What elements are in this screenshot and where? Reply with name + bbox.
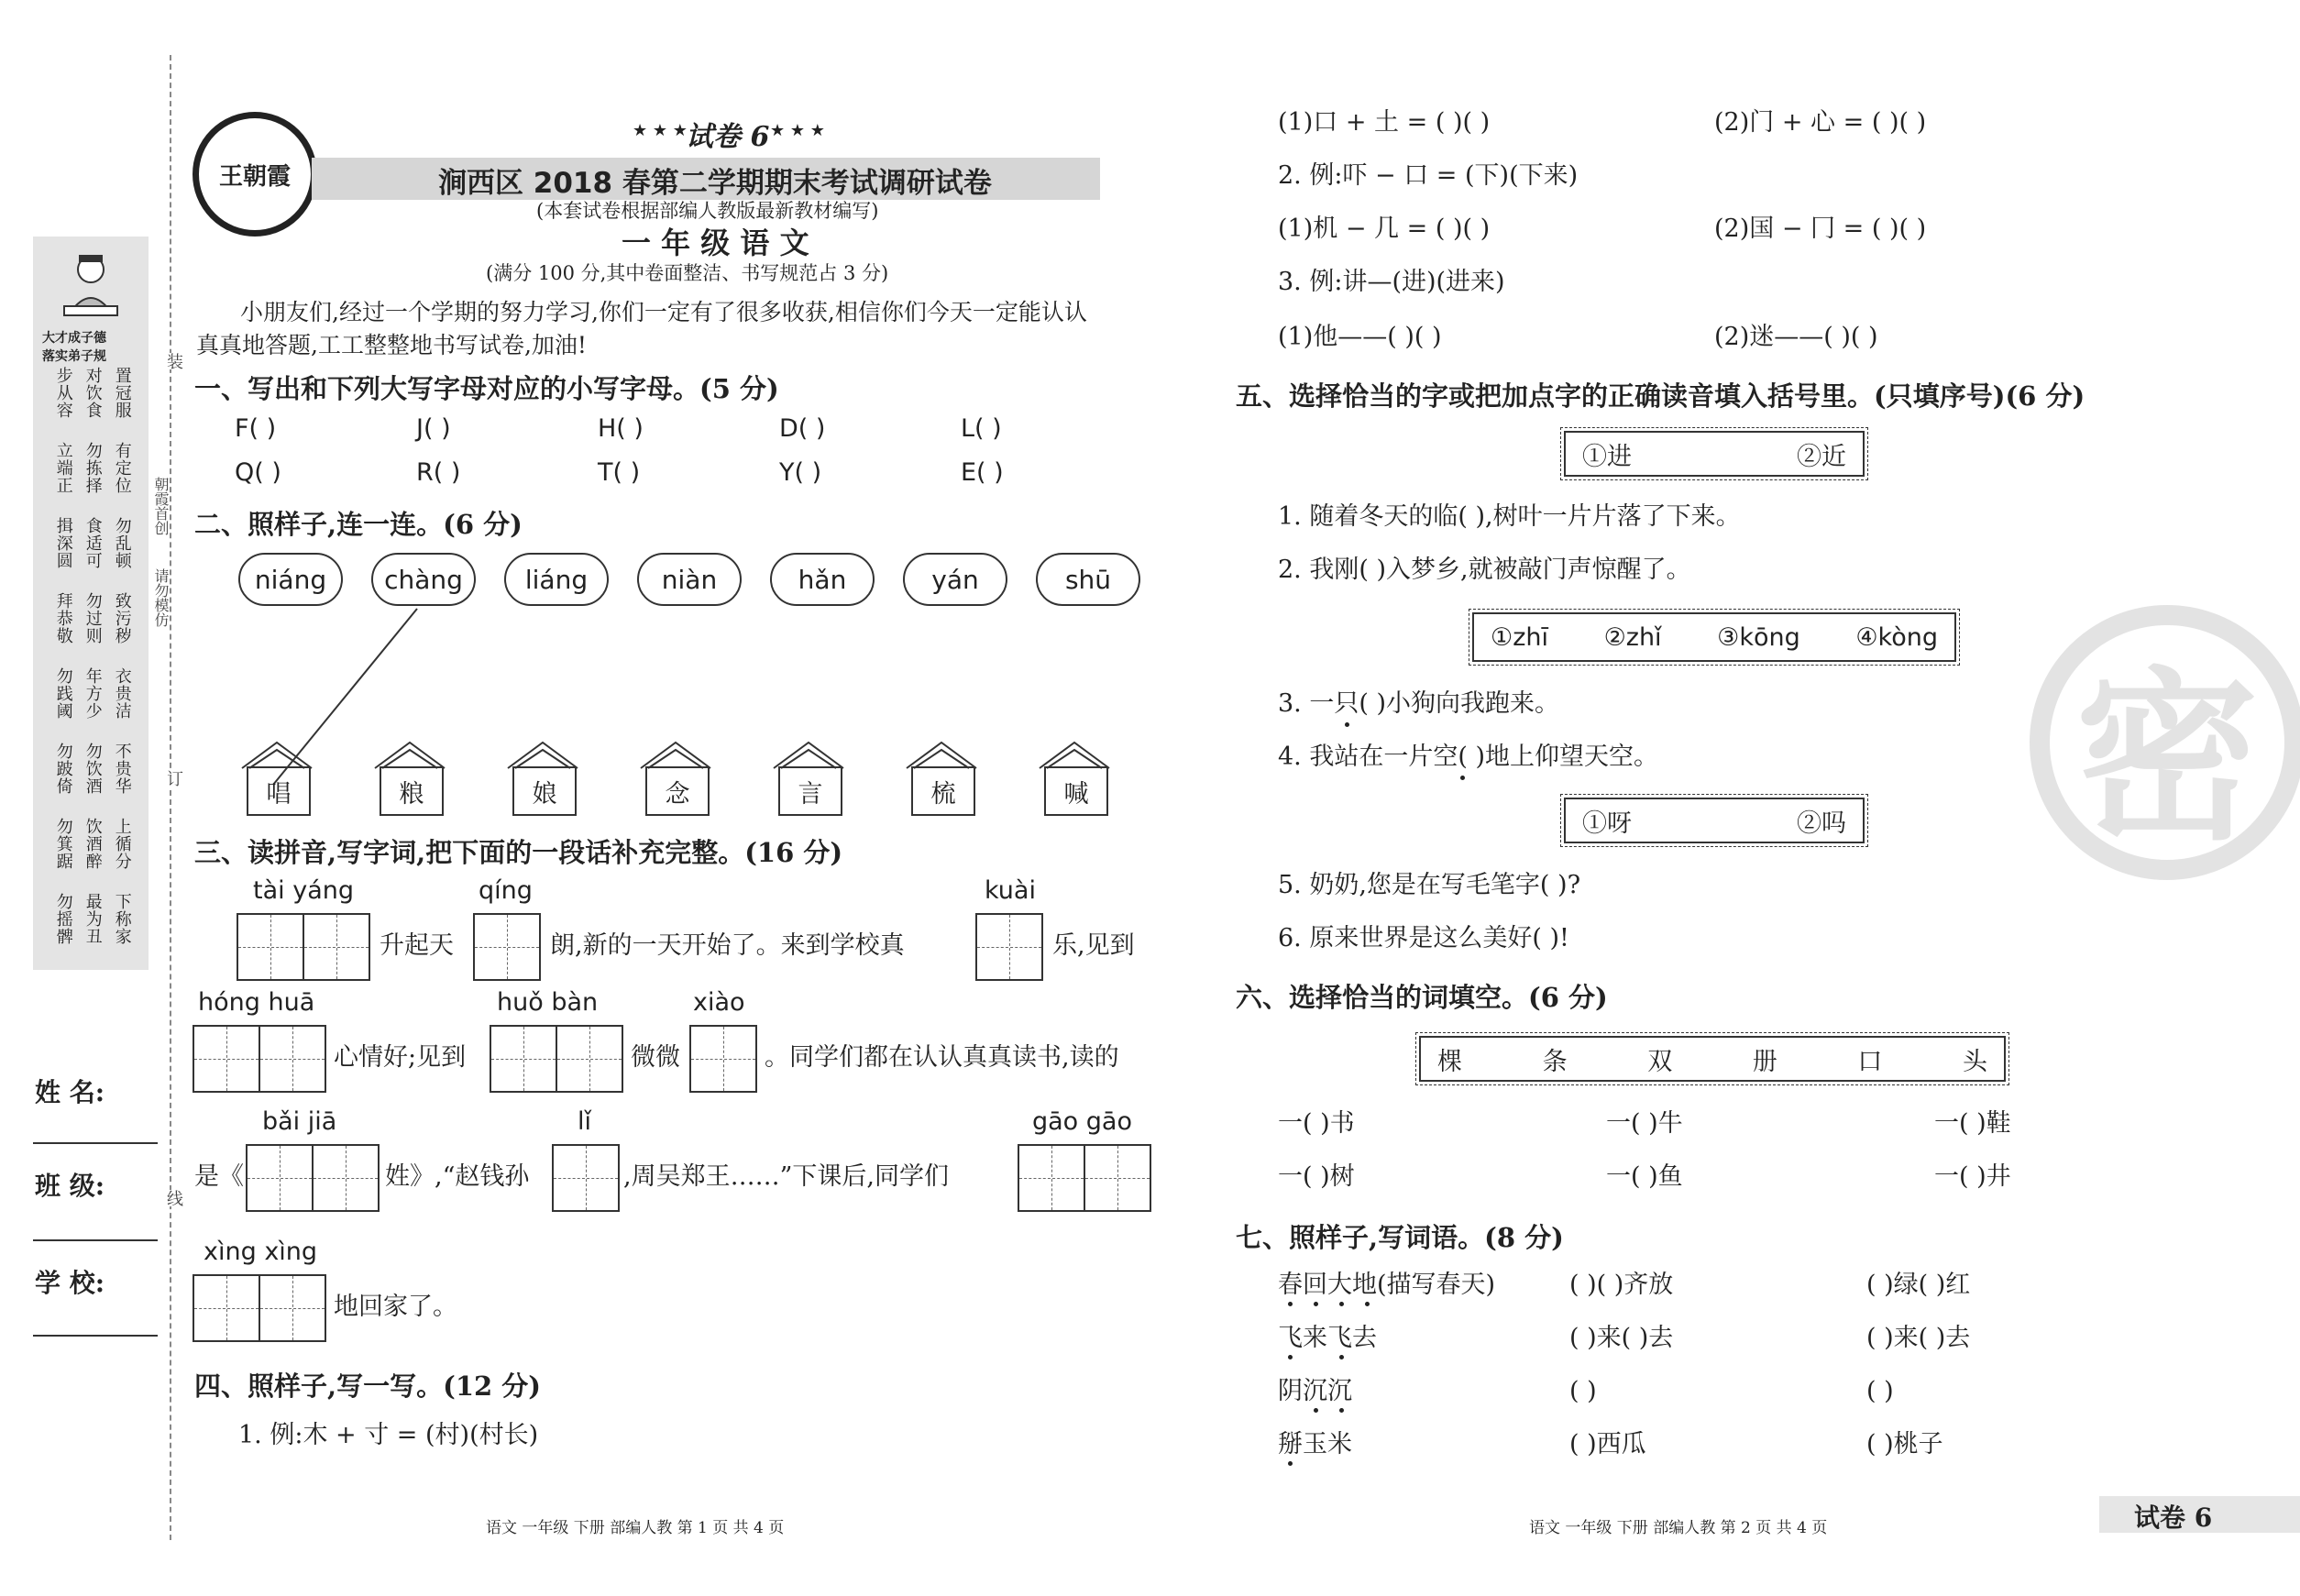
house-character: 念 [645,766,710,816]
q7-blank: ( )来( )去 [1866,1324,1971,1352]
motto-column: 最为丑 [83,893,103,945]
house-character: 粮 [380,766,444,816]
passage-text: 心情好;见到 [334,1043,467,1072]
q5-sentence: 6. 原来世界是这么美好( )! [1278,924,1569,952]
emphasis-dot [1288,1302,1293,1306]
q6-title: 六、选择恰当的词填空。(6 分) [1236,982,1608,1013]
writing-grid[interactable] [237,913,370,981]
q5-sentence: 1. 随着冬天的临( ),树叶一片片落了下来。 [1278,502,1741,531]
intro-line: 小朋友们,经过一个学期的努力学习,你们一定有了很多收获,相信你们今天一定能认认 [240,299,1087,325]
q4-title: 四、照样子,写一写。(12 分) [194,1370,541,1402]
pinyin-label: huǒ bàn [497,988,599,1017]
pinyin-cloud[interactable]: liáng [504,553,609,606]
passage-text: 乐,见到 [1052,931,1135,960]
word-option: 册 [1752,1047,1777,1076]
page-footer-left: 语文 一年级 下册 部编人教 第 1 页 共 4 页 [486,1519,785,1537]
writing-grid[interactable] [552,1144,620,1212]
roof-icon [772,739,845,770]
q4-item: (2)国 − 冂 = ( )( ) [1714,215,1927,243]
roof-icon [905,739,978,770]
paper-number: 试卷 6 [686,121,770,153]
word-bank [1419,1036,2006,1082]
house-character: 娘 [512,766,577,816]
pinyin-label: xiào [693,988,745,1017]
pinyin-cloud[interactable]: hǎn [770,553,875,606]
writing-grid[interactable] [193,1274,326,1342]
letter-blank: F( ) [235,414,277,443]
passage-text: 升起天 [380,931,454,960]
star-decoration: ★ ★ ★ [770,121,825,140]
subject-title: 一 年 级 语 文 [622,226,809,260]
option: ②zhǐ [1603,622,1662,652]
writing-grid[interactable] [490,1025,623,1093]
passage-text: 。同学们都在认认真真读书,读的 [765,1043,1119,1072]
passage-text: 是《 [194,1162,244,1191]
motto-column: 勿摇髀 [53,893,73,945]
pinyin-label: xìng xìng [204,1238,318,1266]
side-mark: 订 [161,770,185,787]
q4-item: (1)机 − 几 = ( )( ) [1278,215,1491,243]
motto-line: 落实弟子规 [42,348,106,364]
motto-column: 勿箕踞 [53,818,73,870]
letter-blank: Q( ) [235,458,281,487]
exam-title: 涧西区 2018 春第二学期期末考试调研试卷 [438,167,992,200]
q7-example: 飞来飞去 [1278,1324,1377,1352]
house-character: 梳 [911,766,975,816]
pinyin-label: tài yáng [253,876,354,905]
school-field[interactable] [33,1335,158,1337]
motto-column: 饮酒醉 [83,818,103,870]
roof-icon [240,739,314,770]
copyright-note: 请勿模仿 [152,568,170,627]
emphasis-dot [1339,1355,1344,1359]
option: ①呀 [1582,809,1632,838]
option: ①zhī [1491,622,1548,652]
writing-grid[interactable] [689,1025,757,1093]
school-label: 学 校: [35,1268,105,1298]
motto-column: 勿拣择 [83,442,103,494]
letter-blank: J( ) [416,414,451,443]
option: ②吗 [1797,809,1846,838]
motto-column: 致污秽 [112,592,132,644]
motto-column: 揖深圆 [53,517,73,569]
q7-example: 春回大地(描写春天) [1278,1271,1496,1299]
copyright-note: 朝霞首创 [152,477,170,535]
q7-blank: ( )桃子 [1866,1430,1943,1458]
letter-blank: D( ) [779,414,826,443]
roof-icon [373,739,446,770]
motto-column: 不贵华 [112,743,132,795]
measure-blank: 一( )鱼 [1606,1162,1683,1191]
emphasis-dot [1339,1408,1344,1413]
passage-text: 地回家了。 [334,1293,457,1321]
pinyin-label: lǐ [578,1107,592,1136]
word-option: 条 [1542,1047,1568,1076]
binding-line [170,55,171,1540]
writing-grid[interactable] [473,913,541,981]
name-field[interactable] [33,1142,158,1144]
option: ④kòng [1855,622,1938,652]
q7-blank: ( ) [1569,1377,1597,1405]
option-box [1564,798,1865,843]
logo-text: 王朝霞 [218,162,291,191]
letter-blank: E( ) [961,458,1004,487]
pinyin-cloud[interactable]: chàng [371,553,476,606]
page-footer-right: 语文 一年级 下册 部编人教 第 2 页 共 4 页 [1529,1519,1828,1537]
pinyin-cloud[interactable]: niàn [637,553,742,606]
measure-blank: 一( )牛 [1606,1109,1683,1138]
q4-example: 3. 例:讲—(进)(进来) [1278,268,1505,296]
pinyin-label: hóng huā [198,988,315,1017]
motto-column: 衣贵洁 [112,667,132,720]
q4-example: 2. 例:吓 − 口 = (下)(下来) [1278,161,1579,190]
name-label: 姓 名: [35,1077,105,1107]
option: ①进 [1582,442,1632,471]
emphasis-dot [1345,722,1349,727]
word-option: 头 [1962,1047,1987,1076]
house-character: 喊 [1044,766,1108,816]
motto-column: 对饮食 [83,367,103,419]
writing-grid[interactable] [1018,1144,1151,1212]
q7-blank: ( )来( )去 [1569,1324,1674,1352]
measure-blank: 一( )井 [1934,1162,2011,1191]
exam-subtitle: (本套试卷根据部编人教版最新教材编写) [536,200,879,222]
q5-sentence: 4. 我站在一片空( )地上仰望天空。 [1278,743,1658,771]
emphasis-dot [1460,776,1465,780]
motto-column: 年方少 [83,667,103,720]
emphasis-dot [1314,1408,1318,1413]
motto-column: 步从容 [53,367,73,419]
q7-title: 七、照样子,写词语。(8 分) [1236,1222,1564,1253]
passage-text: ,周吴郑王……”下课后,同学们 [623,1162,949,1191]
q5-sentence: 5. 奶奶,您是在写毛笔字( )? [1278,871,1581,899]
pinyin-label: qíng [479,876,533,905]
scholar-figure-icon [59,249,123,323]
house-character: 言 [778,766,842,816]
q5-sentence: 2. 我刚( )入梦乡,就被敲门声惊醒了。 [1278,556,1691,584]
confidential-watermark [2030,605,2300,880]
option-box [1472,612,1956,662]
q7-blank: ( ) [1866,1377,1894,1405]
letter-blank: L( ) [961,414,1002,443]
motto-column: 置冠服 [112,367,132,419]
footer-paper-tag: 试卷 6 [2134,1502,2213,1533]
letter-blank: R( ) [416,458,461,487]
q1-title: 一、写出和下列大写字母对应的小写字母。(5 分) [194,373,779,404]
pinyin-cloud[interactable]: shū [1036,553,1140,606]
option: ③kōng [1717,622,1800,652]
motto-column: 有定位 [112,442,132,494]
motto-line: 大才成子德 [42,331,106,346]
motto-column: 勿乱顿 [112,517,132,569]
q4-example: 1. 例:木 + 寸 = (村)(村长) [238,1421,539,1449]
letter-blank: Y( ) [779,458,822,487]
watermark-char: 密 [2074,651,2259,865]
motto-column: 勿跛倚 [53,743,73,795]
emphasis-dot [1339,1302,1344,1306]
class-field[interactable] [33,1239,158,1241]
pinyin-label: bǎi jiā [262,1107,337,1136]
roof-icon [506,739,579,770]
passage-text: 姓》,“赵钱孙 [385,1162,530,1191]
word-option: 双 [1647,1047,1673,1076]
side-mark: 线 [161,1190,185,1206]
letter-blank: H( ) [598,414,644,443]
q2-title: 二、照样子,连一连。(6 分) [194,509,523,540]
q4-item: (2)门 + 心 = ( )( ) [1714,108,1927,137]
passage-text: 微微 [631,1043,680,1072]
motto-column: 立端正 [53,442,73,494]
measure-blank: 一( )书 [1278,1109,1355,1138]
word-option: 棵 [1437,1047,1462,1076]
motto-column: 勿饮酒 [83,743,103,795]
letter-blank: T( ) [598,458,641,487]
motto-column: 上循分 [112,818,132,870]
word-option: 口 [1857,1047,1883,1076]
motto-column: 食适可 [83,517,103,569]
pinyin-cloud[interactable]: niáng [238,553,343,606]
q3-title: 三、读拼音,写字词,把下面的一段话补充完整。(16 分) [194,837,843,868]
motto-column: 勿过则 [83,592,103,644]
q4-item: (1)他——( )( ) [1278,323,1442,351]
q4-item: (1)口 + 土 = ( )( ) [1278,108,1491,137]
q7-blank: ( )西瓜 [1569,1430,1646,1458]
motto-column: 拜恭敬 [53,592,73,644]
roof-icon [639,739,712,770]
motto-column: 下称家 [112,893,132,945]
intro-line: 真真地答题,工工整整地书写试卷,加油! [196,332,587,358]
measure-blank: 一( )鞋 [1934,1109,2011,1138]
option-box [1564,431,1865,477]
house-character: 唱 [247,766,311,816]
option: ②近 [1797,442,1846,471]
q7-blank: ( )( )齐放 [1569,1271,1674,1299]
pinyin-label: kuài [985,876,1036,905]
brand-logo [193,112,317,237]
emphasis-dot [1288,1355,1293,1359]
writing-grid[interactable] [246,1144,380,1212]
measure-blank: 一( )树 [1278,1162,1355,1191]
side-mark: 装 [161,353,185,369]
motto-column: 勿践阈 [53,667,73,720]
emphasis-dot [1314,1302,1318,1306]
pinyin-label: gāo gāo [1032,1107,1132,1136]
roof-icon [1038,739,1111,770]
score-note: (满分 100 分,其中卷面整洁、书写规范占 3 分) [486,262,889,284]
q4-item: (2)迷——( )( ) [1714,323,1878,351]
writing-grid[interactable] [193,1025,326,1093]
emphasis-dot [1365,1302,1370,1306]
star-decoration: ★ ★ ★ [633,121,688,140]
q7-example: 掰玉米 [1278,1430,1352,1458]
passage-text: 朗,新的一天开始了。来到学校真 [550,931,905,960]
q5-title: 五、选择恰当的字或把加点字的正确读音填入括号里。(只填序号)(6 分) [1236,380,2085,412]
q7-example: 阴沉沉 [1278,1377,1352,1405]
q7-blank: ( )绿( )红 [1866,1271,1971,1299]
emphasis-dot [1288,1461,1293,1466]
class-label: 班 级: [35,1171,105,1201]
writing-grid[interactable] [975,913,1043,981]
pinyin-cloud[interactable]: yán [903,553,1007,606]
q5-sentence: 3. 一只( )小狗向我跑来。 [1278,689,1559,718]
